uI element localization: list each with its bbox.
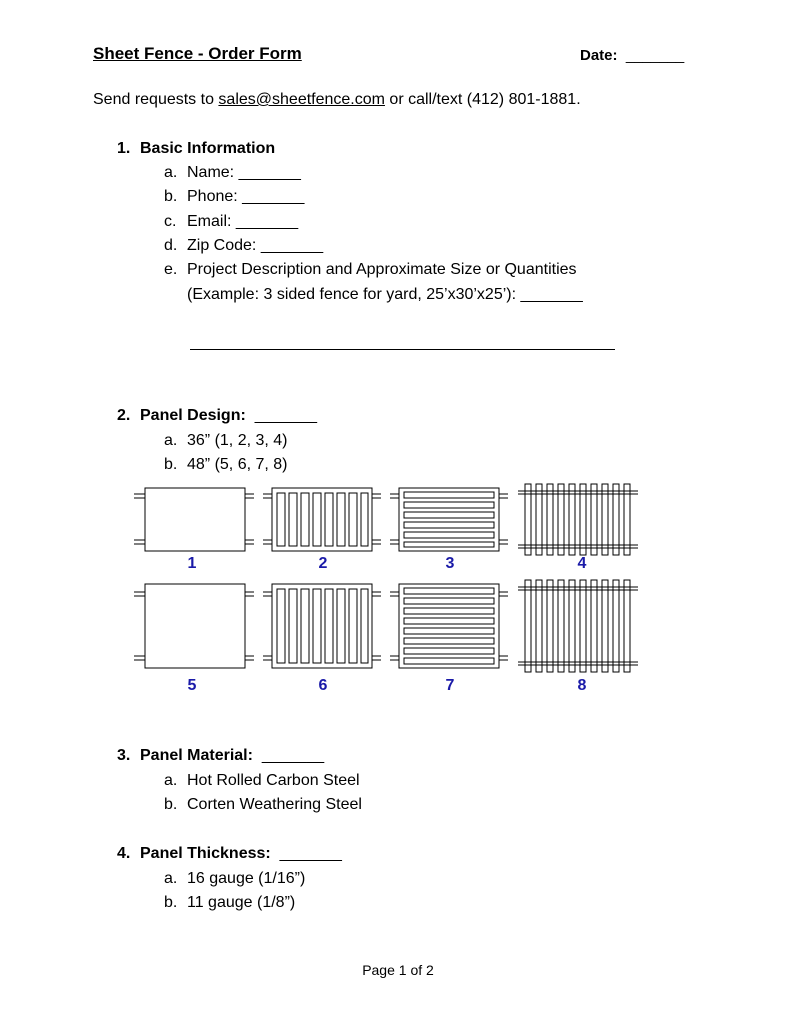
date-blank: _______: [625, 47, 685, 64]
design-item-36: [164, 432, 288, 450]
panel-design-7: [390, 584, 508, 668]
item-letter: b.: [164, 796, 178, 813]
item-text: Zip Code: _______: [187, 237, 324, 254]
item-text: Hot Rolled Carbon Steel: [187, 772, 360, 789]
intro-prefix: Send requests to: [93, 91, 219, 108]
section-design-heading[interactable]: [117, 407, 317, 425]
item-letter: a.: [164, 164, 178, 181]
date-label: Date:: [580, 47, 618, 64]
item-text: 36” (1, 2, 3, 4): [187, 432, 288, 449]
design-item-48: [164, 456, 288, 474]
item-letter: c.: [164, 213, 177, 230]
thickness-blank: _______: [279, 845, 342, 862]
material-item-carbon: [164, 772, 360, 790]
panel-design-1: [134, 488, 254, 551]
page-title: Sheet Fence - Order Form: [93, 44, 302, 63]
intro-line: [93, 91, 581, 109]
panel-design-8: [518, 580, 638, 672]
item-letter: d.: [164, 237, 178, 254]
panel-designs-figure: [132, 482, 644, 698]
item-letter: a.: [164, 772, 178, 789]
panel-label-8: 8: [577, 677, 587, 694]
item-letter: a.: [164, 870, 178, 887]
panel-label-7: 7: [445, 677, 455, 694]
section-basic-heading: [117, 140, 275, 158]
section-number: 2.: [117, 407, 131, 424]
section-title: Panel Thickness:: [140, 845, 271, 862]
item-letter: b.: [164, 188, 178, 205]
panel-label-5: 5: [187, 677, 197, 694]
basic-item-email[interactable]: [164, 213, 298, 231]
panel-label-4: 4: [577, 555, 587, 572]
item-letter: a.: [164, 432, 178, 449]
material-blank: _______: [261, 747, 325, 764]
item-text: Email: _______: [187, 213, 299, 230]
item-letter: b.: [164, 894, 178, 911]
panel-design-2: [263, 488, 381, 551]
section-material-heading[interactable]: [117, 747, 324, 765]
section-number: 4.: [117, 845, 131, 862]
thickness-item-11: [164, 894, 295, 912]
item-letter: b.: [164, 456, 178, 473]
intro-suffix: or call/text (412) 801-1881.: [384, 91, 581, 108]
basic-item-project[interactable]: [164, 261, 577, 279]
item-text: 16 gauge (1/16”): [187, 870, 306, 887]
panel-design-6: [263, 584, 381, 668]
item-text: 48” (5, 6, 7, 8): [187, 456, 288, 473]
item-letter: e.: [164, 261, 178, 278]
panel-label-1: 1: [187, 555, 197, 572]
panel-label-3: 3: [445, 555, 455, 572]
item-text: Project Description and Approximate Size or Quantities: [187, 261, 577, 278]
item-text: Phone: _______: [187, 188, 305, 205]
panel-label-6: 6: [318, 677, 328, 694]
project-description-line[interactable]: [190, 349, 615, 350]
section-title: Panel Design:: [140, 407, 246, 424]
thickness-item-16: [164, 870, 305, 888]
section-number: 3.: [117, 747, 131, 764]
item-text: Corten Weathering Steel: [187, 796, 362, 813]
panel-design-3: [390, 488, 508, 551]
panel-label-2: 2: [318, 555, 328, 572]
panel-design-5: [134, 584, 254, 668]
section-thickness-heading[interactable]: [117, 845, 342, 863]
basic-item-phone[interactable]: [164, 188, 304, 206]
material-item-corten: [164, 796, 362, 814]
project-example[interactable]: (Example: 3 sided fence for yard, 25’x30’x25’): _______: [187, 286, 583, 303]
panel-design-4: [518, 484, 638, 555]
page-number: Page 1 of 2: [362, 962, 434, 978]
section-title: Basic Information: [140, 140, 276, 157]
item-text: Name: _______: [187, 164, 301, 181]
section-title: Panel Material:: [140, 747, 253, 764]
date-field[interactable]: [580, 47, 684, 64]
basic-item-zip[interactable]: [164, 237, 323, 255]
item-text: 11 gauge (1/8”): [187, 894, 296, 911]
design-blank: _______: [254, 407, 317, 424]
basic-item-name[interactable]: [164, 164, 301, 182]
email-link[interactable]: sales@sheetfence.com: [218, 91, 385, 108]
section-number: 1.: [117, 140, 131, 157]
